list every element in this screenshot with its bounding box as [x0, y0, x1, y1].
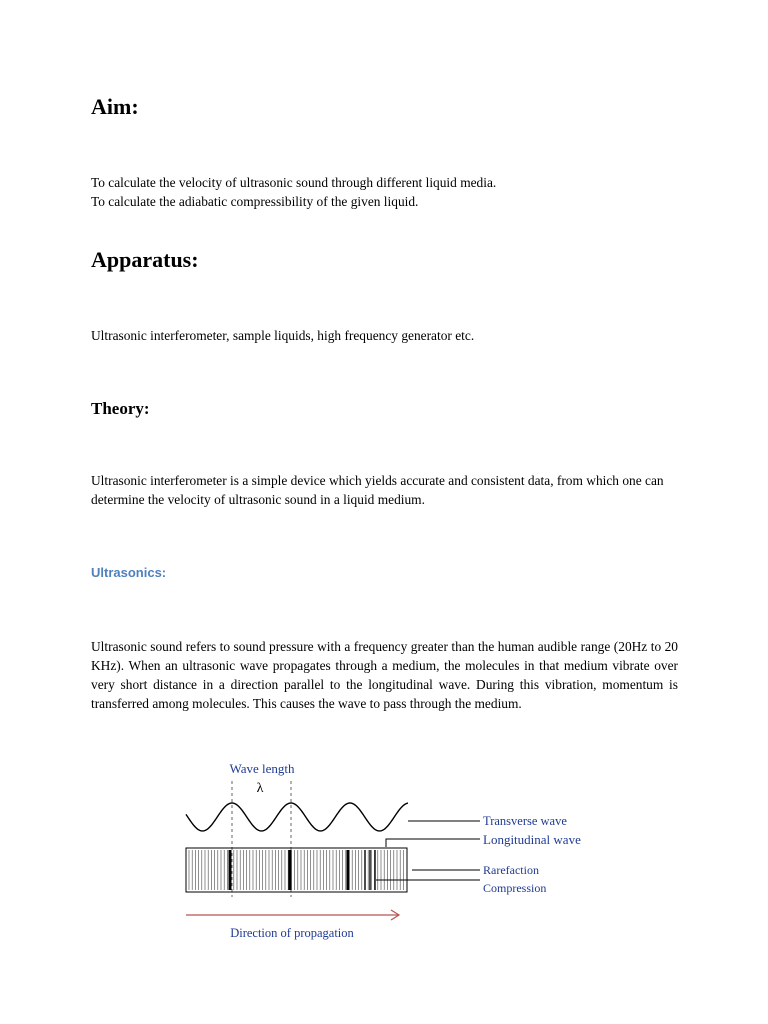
compression-label: Compression	[483, 881, 547, 895]
aim-text	[91, 173, 678, 211]
longitudinal-wave-lines	[189, 850, 403, 890]
longitudinal-wave-box	[186, 848, 407, 892]
wave-diagram-svg	[180, 755, 600, 945]
aim-line-2: To calculate the adiabatic compressibility of the given liquid.	[91, 194, 419, 209]
direction-of-propagation-label: Direction of propagation	[230, 926, 354, 940]
ultrasonics-heading: Ultrasonics:	[91, 565, 167, 580]
transverse-wave-curve	[186, 803, 408, 831]
wave-length-label: Wave length	[229, 761, 295, 776]
transverse-wave-label: Transverse wave	[483, 814, 567, 828]
apparatus-heading: Apparatus:	[91, 247, 199, 272]
rarefaction-label: Rarefaction	[483, 863, 539, 877]
lambda-symbol: λ	[256, 781, 264, 796]
longitudinal-wave-label: Longitudinal wave	[483, 832, 581, 847]
apparatus-text: Ultrasonic interferometer, sample liquids, high frequency generator etc.	[91, 328, 475, 343]
theory-heading: Theory:	[91, 399, 150, 418]
ultrasonics-text: Ultrasonic sound refers to sound pressure with a frequency greater than the human audible range (20Hz to 20 KHz). When an ultrasonic wave propagates through a medium, the molecules in that medium vibrate over very short distance in a direction parallel to the longitudinal wave. During this vibration, momentum is transferred among molecules. This causes the wave to pass through the medium.	[91, 639, 678, 711]
aim-heading: Aim:	[91, 94, 139, 119]
wave-diagram	[180, 755, 600, 945]
longitudinal-leader	[386, 839, 480, 847]
theory-text: Ultrasonic interferometer is a simple device which yields accurate and consistent data, from which one can determine the velocity of ultrasonic sound in a liquid medium.	[91, 473, 664, 507]
aim-line-1: To calculate the velocity of ultrasonic sound through different liquid media.	[91, 175, 497, 190]
